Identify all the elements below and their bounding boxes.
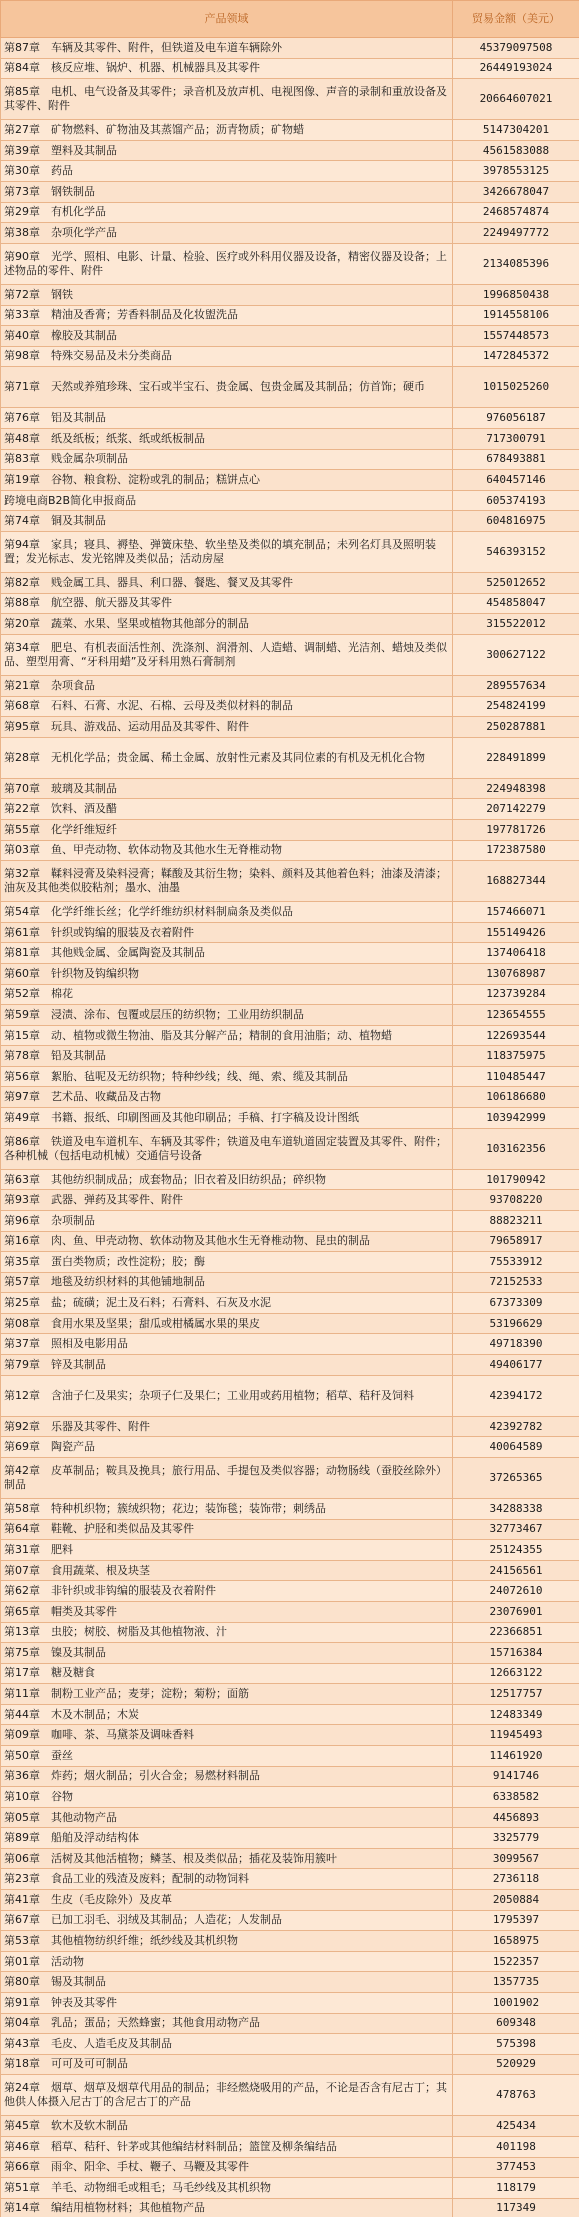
table-row	[1, 2013, 579, 2034]
cell-category: 第88章 航空器、航天器及其零件	[1, 593, 453, 614]
cell-category: 第80章 锡及其制品	[1, 1972, 453, 1993]
cell-category: 第04章 乳品；蛋品；天然蜂蜜；其他食用动物产品	[1, 2013, 453, 2034]
table-row	[1, 1210, 579, 1231]
cell-category: 第43章 毛皮、人造毛皮及其制品	[1, 2034, 453, 2055]
table-row	[1, 408, 579, 429]
cell-category: 第36章 炸药；烟火制品；引火合金；易燃材料制品	[1, 1766, 453, 1787]
table-row	[1, 1293, 579, 1314]
table-row	[1, 1807, 579, 1828]
cell-category: 第20章 蔬菜、水果、坚果或植物其他部分的制品	[1, 614, 453, 635]
cell-category: 第70章 玻璃及其制品	[1, 778, 453, 799]
cell-category: 第96章 杂项制品	[1, 1210, 453, 1231]
cell-category: 第03章 鱼、甲壳动物、软体动物及其他水生无脊椎动物	[1, 840, 453, 861]
table-row	[1, 1313, 579, 1334]
cell-category: 第74章 铜及其制品	[1, 511, 453, 532]
cell-amount: 717300791	[453, 428, 579, 449]
table-row	[1, 922, 579, 943]
cell-amount: 300627122	[453, 634, 579, 675]
table-row	[1, 696, 579, 717]
table-row	[1, 1684, 579, 1705]
cell-category: 第57章 地毯及纺织材料的其他铺地制品	[1, 1272, 453, 1293]
cell-category: 第32章 鞣料浸膏及染料浸膏；鞣酸及其衍生物；染料、颜料及其他着色料；油漆及清漆；油灰及其他类似胶粘剂；墨水、油墨	[1, 861, 453, 902]
cell-amount: 2468574874	[453, 202, 579, 223]
table-row	[1, 161, 579, 182]
cell-category: 第87章 车辆及其零件、附件，但铁道及电车道车辆除外	[1, 38, 453, 59]
table-row	[1, 1766, 579, 1787]
table-row	[1, 2054, 579, 2075]
cell-category: 第83章 贱金属杂项制品	[1, 449, 453, 470]
cell-amount: 24156561	[453, 1560, 579, 1581]
cell-amount: 1015025260	[453, 367, 579, 408]
cell-amount: 26449193024	[453, 58, 579, 79]
table-row	[1, 202, 579, 223]
cell-category: 第18章 可可及可可制品	[1, 2054, 453, 2075]
table-row	[1, 1416, 579, 1437]
table-row	[1, 778, 579, 799]
cell-category: 第06章 活树及其他活植物；鳞茎、根及类似品；插花及装饰用簇叶	[1, 1848, 453, 1869]
cell-amount: 197781726	[453, 819, 579, 840]
table-row	[1, 182, 579, 203]
cell-amount: 110485447	[453, 1066, 579, 1087]
cell-category: 第92章 乐器及其零件、附件	[1, 1416, 453, 1437]
cell-category: 第31章 肥料	[1, 1540, 453, 1561]
cell-category: 第29章 有机化学品	[1, 202, 453, 223]
cell-amount: 117349	[453, 2198, 579, 2217]
cell-category: 第08章 食用水果及坚果；甜瓜或柑橘属水果的果皮	[1, 1313, 453, 1334]
cell-amount: 42392782	[453, 1416, 579, 1437]
cell-category: 第82章 贱金属工具、器具、利口器、餐匙、餐叉及其零件	[1, 573, 453, 594]
cell-category: 第63章 其他纺织制成品；成套物品；旧衣着及旧纺织品；碎织物	[1, 1169, 453, 1190]
table-row	[1, 1601, 579, 1622]
cell-amount: 37265365	[453, 1457, 579, 1498]
cell-category: 第10章 谷物	[1, 1787, 453, 1808]
table-body	[1, 38, 579, 2217]
table-row	[1, 1725, 579, 1746]
table-row	[1, 1828, 579, 1849]
table-row	[1, 675, 579, 696]
table-row	[1, 840, 579, 861]
cell-amount: 1557448573	[453, 326, 579, 347]
cell-amount: 101790942	[453, 1169, 579, 1190]
table-row	[1, 2178, 579, 2199]
table-row	[1, 1252, 579, 1273]
table-row	[1, 1046, 579, 1067]
table-row	[1, 243, 579, 284]
cell-category: 第97章 艺术品、收藏品及古物	[1, 1087, 453, 1108]
table-row	[1, 717, 579, 738]
table-row	[1, 1910, 579, 1931]
cell-category: 第25章 盐；硫磺；泥土及石料；石膏料、石灰及水泥	[1, 1293, 453, 1314]
cell-category: 第93章 武器、弹药及其零件、附件	[1, 1190, 453, 1211]
cell-category: 第21章 杂项食品	[1, 675, 453, 696]
table-row	[1, 1128, 579, 1169]
cell-amount: 3426678047	[453, 182, 579, 203]
cell-amount: 67373309	[453, 1293, 579, 1314]
cell-category: 第07章 食用蔬菜、根及块茎	[1, 1560, 453, 1581]
table-row	[1, 1931, 579, 1952]
cell-amount: 118179	[453, 2178, 579, 2199]
cell-amount: 640457146	[453, 470, 579, 491]
cell-amount: 1996850438	[453, 284, 579, 305]
cell-amount: 1472845372	[453, 346, 579, 367]
cell-category: 跨境电商B2B简化申报商品	[1, 490, 453, 511]
cell-amount: 88823211	[453, 1210, 579, 1231]
table-row	[1, 614, 579, 635]
cell-amount: 478763	[453, 2075, 579, 2116]
cell-amount: 123654555	[453, 1005, 579, 1026]
cell-category: 第91章 钟表及其零件	[1, 1992, 453, 2013]
cell-amount: 130768987	[453, 964, 579, 985]
cell-category: 第85章 电机、电气设备及其零件；录音机及放声机、电视图像、声音的录制和重放设备及其零件、附件	[1, 79, 453, 120]
table-row	[1, 984, 579, 1005]
cell-amount: 3325779	[453, 1828, 579, 1849]
table-row	[1, 2136, 579, 2157]
cell-category: 第37章 照相及电影用品	[1, 1334, 453, 1355]
cell-category: 第13章 虫胶；树胶、树脂及其他植物液、汁	[1, 1622, 453, 1643]
table-row	[1, 1643, 579, 1664]
cell-category: 第11章 制粉工业产品；麦芽；淀粉；菊粉；面筋	[1, 1684, 453, 1705]
table-row	[1, 531, 579, 572]
cell-category: 第59章 浸渍、涂布、包覆或层压的纺织物；工业用纺织制品	[1, 1005, 453, 1026]
table-row	[1, 2157, 579, 2178]
table-row	[1, 1704, 579, 1725]
cell-category: 第60章 针织物及钩编织物	[1, 964, 453, 985]
table-row	[1, 1848, 579, 1869]
table-row	[1, 1272, 579, 1293]
cell-category: 第73章 钢铁制品	[1, 182, 453, 203]
cell-category: 第58章 特种机织物；簇绒织物；花边；装饰毯；装饰带；刺绣品	[1, 1499, 453, 1520]
table-row	[1, 1108, 579, 1129]
cell-amount: 520929	[453, 2054, 579, 2075]
table-row	[1, 1169, 579, 1190]
table-row	[1, 1066, 579, 1087]
cell-amount: 224948398	[453, 778, 579, 799]
cell-category: 第49章 书籍、报纸、印刷图画及其他印刷品；手稿、打字稿及设计图纸	[1, 1108, 453, 1129]
cell-amount: 254824199	[453, 696, 579, 717]
cell-amount: 172387580	[453, 840, 579, 861]
cell-amount: 2249497772	[453, 223, 579, 244]
cell-category: 第62章 非针织或非钩编的服装及衣着附件	[1, 1581, 453, 1602]
cell-amount: 15716384	[453, 1643, 579, 1664]
cell-amount: 11945493	[453, 1725, 579, 1746]
table-row	[1, 1190, 579, 1211]
cell-category: 第75章 镍及其制品	[1, 1643, 453, 1664]
cell-category: 第34章 肥皂、有机表面活性剂、洗涤剂、润滑剂、人造蜡、调制蜡、光洁剂、蜡烛及类似品、塑型用膏、“牙科用蜡”及牙科用熟石膏制剂	[1, 634, 453, 675]
cell-amount: 228491899	[453, 737, 579, 778]
cell-category: 第17章 糖及糖食	[1, 1663, 453, 1684]
cell-amount: 401198	[453, 2136, 579, 2157]
cell-category: 第90章 光学、照相、电影、计量、检验、医疗或外科用仪器及设备，精密仪器及设备；上述物品的零件、附件	[1, 243, 453, 284]
table-row	[1, 799, 579, 820]
cell-category: 第68章 石料、石膏、水泥、石棉、云母及类似材料的制品	[1, 696, 453, 717]
cell-amount: 103942999	[453, 1108, 579, 1129]
table-row	[1, 2198, 579, 2217]
cell-amount: 103162356	[453, 1128, 579, 1169]
cell-amount: 1357735	[453, 1972, 579, 1993]
table-row	[1, 1231, 579, 1252]
cell-amount: 79658917	[453, 1231, 579, 1252]
cell-category: 第78章 铅及其制品	[1, 1046, 453, 1067]
cell-amount: 20664607021	[453, 79, 579, 120]
table-row	[1, 1087, 579, 1108]
cell-amount: 34288338	[453, 1499, 579, 1520]
table-row	[1, 140, 579, 161]
cell-category: 第94章 家具；寝具、褥垫、弹簧床垫、软坐垫及类似的填充制品；未列名灯具及照明装置；发光标志、发光铭牌及类似品；活动房屋	[1, 531, 453, 572]
cell-category: 第30章 药品	[1, 161, 453, 182]
cell-amount: 1522357	[453, 1951, 579, 1972]
table-row	[1, 38, 579, 59]
table-row	[1, 1005, 579, 1026]
cell-amount: 22366851	[453, 1622, 579, 1643]
table-row	[1, 1437, 579, 1458]
cell-amount: 250287881	[453, 717, 579, 738]
cell-amount: 609348	[453, 2013, 579, 2034]
cell-amount: 377453	[453, 2157, 579, 2178]
table-row	[1, 1663, 579, 1684]
table-row	[1, 573, 579, 594]
table-row	[1, 58, 579, 79]
table-row	[1, 326, 579, 347]
table-row	[1, 943, 579, 964]
cell-category: 第16章 肉、鱼、甲壳动物、软体动物及其他水生无脊椎动物、昆虫的制品	[1, 1231, 453, 1252]
cell-amount: 32773467	[453, 1519, 579, 1540]
cell-amount: 12517757	[453, 1684, 579, 1705]
cell-category: 第46章 稻草、秸秆、针茅或其他编结材料制品；篮筐及柳条编结品	[1, 2136, 453, 2157]
header-amount: 贸易金额（美元）	[453, 1, 579, 38]
table-row	[1, 1355, 579, 1376]
cell-category: 第05章 其他动物产品	[1, 1807, 453, 1828]
table-row	[1, 305, 579, 326]
cell-amount: 25124355	[453, 1540, 579, 1561]
cell-category: 第19章 谷物、粮食粉、淀粉或乳的制品；糕饼点心	[1, 470, 453, 491]
cell-category: 第33章 精油及香膏；芳香料制品及化妆盥洗品	[1, 305, 453, 326]
table-row	[1, 1540, 579, 1561]
cell-category: 第98章 特殊交易品及未分类商品	[1, 346, 453, 367]
table-row	[1, 1457, 579, 1498]
cell-category: 第50章 蚕丝	[1, 1745, 453, 1766]
cell-amount: 49718390	[453, 1334, 579, 1355]
table-row	[1, 79, 579, 120]
cell-category: 第56章 絮胎、毡呢及无纺织物；特种纱线；线、绳、索、缆及其制品	[1, 1066, 453, 1087]
cell-amount: 93708220	[453, 1190, 579, 1211]
cell-category: 第69章 陶瓷产品	[1, 1437, 453, 1458]
table-row	[1, 346, 579, 367]
cell-amount: 315522012	[453, 614, 579, 635]
cell-category: 第89章 船舶及浮动结构体	[1, 1828, 453, 1849]
cell-category: 第22章 饮料、酒及醋	[1, 799, 453, 820]
cell-category: 第86章 铁道及电车道机车、车辆及其零件；铁道及电车道轨道固定装置及其零件、附件；各种机械（包括电动机械）交通信号设备	[1, 1128, 453, 1169]
cell-category: 第27章 矿物燃料、矿物油及其蒸馏产品；沥青物质；矿物蜡	[1, 120, 453, 141]
cell-category: 第53章 其他植物纺织纤维；纸纱线及其机织物	[1, 1931, 453, 1952]
cell-category: 第66章 雨伞、阳伞、手杖、鞭子、马鞭及其零件	[1, 2157, 453, 2178]
cell-category: 第35章 蛋白类物质；改性淀粉；胶；酶	[1, 1252, 453, 1273]
cell-category: 第42章 皮革制品；鞍具及挽具；旅行用品、手提包及类似容器；动物肠线（蚕胶丝除外）制品	[1, 1457, 453, 1498]
cell-amount: 75533912	[453, 1252, 579, 1273]
table-row	[1, 593, 579, 614]
cell-category: 第67章 已加工羽毛、羽绒及其制品；人造花；人发制品	[1, 1910, 453, 1931]
cell-amount: 454858047	[453, 593, 579, 614]
table-row	[1, 1581, 579, 1602]
cell-category: 第45章 软木及软木制品	[1, 2116, 453, 2137]
table-row	[1, 449, 579, 470]
table-row	[1, 470, 579, 491]
cell-amount: 6338582	[453, 1787, 579, 1808]
header-category: 产品领域	[1, 1, 453, 38]
table-row	[1, 902, 579, 923]
table-row	[1, 1951, 579, 1972]
cell-category: 第55章 化学纤维短纤	[1, 819, 453, 840]
table-row	[1, 223, 579, 244]
table-row	[1, 1992, 579, 2013]
cell-category: 第14章 编结用植物材料；其他植物产品	[1, 2198, 453, 2217]
cell-amount: 1914558106	[453, 305, 579, 326]
table-row	[1, 964, 579, 985]
cell-amount: 40064589	[453, 1437, 579, 1458]
cell-amount: 106186680	[453, 1087, 579, 1108]
cell-amount: 1795397	[453, 1910, 579, 1931]
cell-category: 第52章 棉花	[1, 984, 453, 1005]
cell-category: 第09章 咖啡、茶、马黛茶及调味香料	[1, 1725, 453, 1746]
cell-category: 第81章 其他贱金属、金属陶瓷及其制品	[1, 943, 453, 964]
cell-amount: 678493881	[453, 449, 579, 470]
cell-category: 第40章 橡胶及其制品	[1, 326, 453, 347]
cell-category: 第71章 天然或养殖珍珠、宝石或半宝石、贵金属、包贵金属及其制品；仿首饰；硬币	[1, 367, 453, 408]
table-row	[1, 1025, 579, 1046]
cell-amount: 72152533	[453, 1272, 579, 1293]
cell-category: 第76章 铝及其制品	[1, 408, 453, 429]
table-row	[1, 1560, 579, 1581]
cell-amount: 9141746	[453, 1766, 579, 1787]
cell-amount: 546393152	[453, 531, 579, 572]
cell-amount: 23076901	[453, 1601, 579, 1622]
table-header-row	[1, 1, 579, 38]
cell-amount: 137406418	[453, 943, 579, 964]
table-row	[1, 634, 579, 675]
cell-category: 第48章 纸及纸板；纸浆、纸或纸板制品	[1, 428, 453, 449]
cell-category: 第12章 含油子仁及果实；杂项子仁及果仁；工业用或药用植物；稻草、秸秆及饲料	[1, 1375, 453, 1416]
cell-category: 第95章 玩具、游戏品、运动用品及其零件、附件	[1, 717, 453, 738]
cell-category: 第38章 杂项化学产品	[1, 223, 453, 244]
cell-amount: 289557634	[453, 675, 579, 696]
cell-category: 第44章 木及木制品；木炭	[1, 1704, 453, 1725]
cell-category: 第15章 动、植物或微生物油、脂及其分解产品；精制的食用油脂；动、植物蜡	[1, 1025, 453, 1046]
cell-category: 第28章 无机化学品；贵金属、稀土金属、放射性元素及其同位素的有机及无机化合物	[1, 737, 453, 778]
cell-amount: 2134085396	[453, 243, 579, 284]
cell-amount: 3978553125	[453, 161, 579, 182]
cell-amount: 1658975	[453, 1931, 579, 1952]
cell-category: 第41章 生皮（毛皮除外）及皮革	[1, 1890, 453, 1911]
table-row	[1, 120, 579, 141]
table-row	[1, 1745, 579, 1766]
cell-amount: 168827344	[453, 861, 579, 902]
table-row	[1, 1787, 579, 1808]
cell-amount: 49406177	[453, 1355, 579, 1376]
cell-category: 第79章 锌及其制品	[1, 1355, 453, 1376]
table-row	[1, 861, 579, 902]
cell-category: 第54章 化学纤维长丝；化学纤维纺织材料制扁条及类似品	[1, 902, 453, 923]
cell-amount: 123739284	[453, 984, 579, 1005]
table-row	[1, 2034, 579, 2055]
cell-amount: 207142279	[453, 799, 579, 820]
cell-amount: 24072610	[453, 1581, 579, 1602]
table-row	[1, 1972, 579, 1993]
cell-category: 第61章 针织或钩编的服装及衣着附件	[1, 922, 453, 943]
cell-amount: 2050884	[453, 1890, 579, 1911]
cell-category: 第39章 塑料及其制品	[1, 140, 453, 161]
table-row	[1, 1869, 579, 1890]
cell-category: 第01章 活动物	[1, 1951, 453, 1972]
cell-amount: 605374193	[453, 490, 579, 511]
cell-amount: 42394172	[453, 1375, 579, 1416]
cell-amount: 425434	[453, 2116, 579, 2137]
cell-category: 第72章 钢铁	[1, 284, 453, 305]
cell-amount: 45379097508	[453, 38, 579, 59]
cell-amount: 12483349	[453, 1704, 579, 1725]
cell-category: 第23章 食品工业的残渣及废料；配制的动物饲料	[1, 1869, 453, 1890]
cell-amount: 3099567	[453, 1848, 579, 1869]
cell-amount: 2736118	[453, 1869, 579, 1890]
table-row	[1, 2075, 579, 2116]
table-row	[1, 490, 579, 511]
cell-amount: 155149426	[453, 922, 579, 943]
table-row	[1, 1499, 579, 1520]
cell-amount: 575398	[453, 2034, 579, 2055]
cell-amount: 1001902	[453, 1992, 579, 2013]
cell-amount: 4456893	[453, 1807, 579, 1828]
cell-amount: 604816975	[453, 511, 579, 532]
cell-amount: 11461920	[453, 1745, 579, 1766]
cell-amount: 122693544	[453, 1025, 579, 1046]
cell-amount: 5147304201	[453, 120, 579, 141]
cell-amount: 118375975	[453, 1046, 579, 1067]
table-row	[1, 428, 579, 449]
table-row	[1, 1519, 579, 1540]
cell-amount: 525012652	[453, 573, 579, 594]
cell-amount: 12663122	[453, 1663, 579, 1684]
cell-amount: 976056187	[453, 408, 579, 429]
cell-category: 第84章 核反应堆、锅炉、机器、机械器具及其零件	[1, 58, 453, 79]
table-row	[1, 511, 579, 532]
cell-category: 第24章 烟草、烟草及烟草代用品的制品；非经燃烧吸用的产品，不论是否含有尼古丁；其他供人体摄入尼古丁的含尼古丁的产品	[1, 2075, 453, 2116]
table-row	[1, 1375, 579, 1416]
cell-amount: 157466071	[453, 902, 579, 923]
table-row	[1, 284, 579, 305]
table-row	[1, 1622, 579, 1643]
cell-category: 第51章 羊毛、动物细毛或粗毛；马毛纱线及其机织物	[1, 2178, 453, 2199]
cell-category: 第64章 鞋靴、护胫和类似品及其零件	[1, 1519, 453, 1540]
table-row	[1, 819, 579, 840]
table-row	[1, 737, 579, 778]
table-row	[1, 1890, 579, 1911]
table-row	[1, 367, 579, 408]
table-row	[1, 1334, 579, 1355]
table-row	[1, 2116, 579, 2137]
cell-category: 第65章 帽类及其零件	[1, 1601, 453, 1622]
cell-amount: 4561583088	[453, 140, 579, 161]
cell-amount: 53196629	[453, 1313, 579, 1334]
